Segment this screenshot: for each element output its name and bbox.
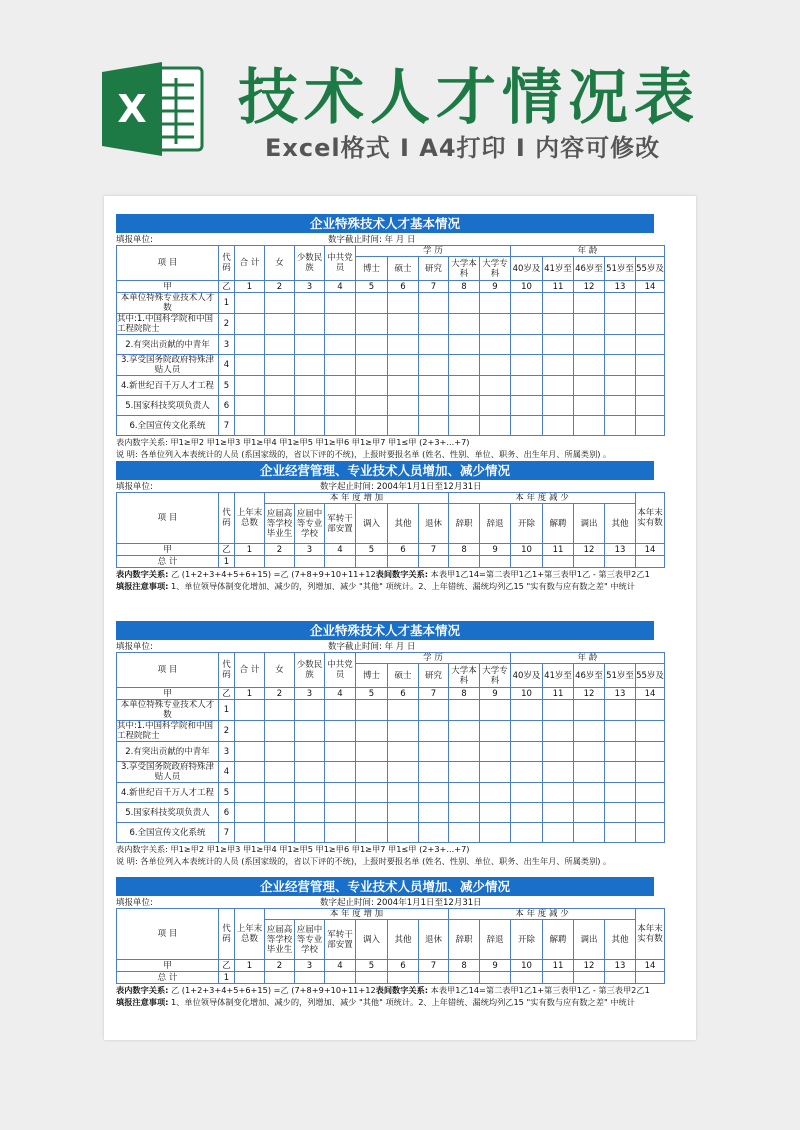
excel-logo-icon: [102, 60, 207, 158]
table-row: 本单位特殊专业技术人才数 1: [117, 293, 665, 314]
table-row: 5.国家科技奖项负责人 6: [117, 396, 665, 416]
table-row: 4.新世纪百千万人才工程 5: [117, 376, 665, 396]
header-increase: 本 年 度 增 加: [265, 493, 449, 504]
header-minority: 少数民族: [295, 246, 325, 281]
talent-table: [116, 245, 665, 436]
header-bachelor: 大学本科: [449, 257, 480, 281]
code-row: 甲 乙 1 2 3 4 5 6 7 8 9 10 11 12 13 14: [117, 688, 665, 700]
header-age3: 46岁至: [574, 257, 605, 281]
table-row: 2.有突出贡献的中青年 3: [117, 335, 665, 355]
header-prev-total: 上年末总数: [235, 493, 265, 544]
section-talent-basic-1: [116, 214, 664, 460]
note-relations: 表内数字关系: 甲1≥甲2 甲1≥甲3 甲1≥甲4 甲1≥甲5 甲1≥甲6 甲1≥甲7 甲1≤甲 (2+3+...+7): [116, 437, 470, 447]
header-party: 中共党员: [325, 246, 356, 281]
header-age5: 55岁及: [636, 257, 665, 281]
staff-change-table: 项 目 代码 上年末总数 本 年 度 增 加 本 年 度 减 少 本年末实有数 应届高等学校毕业生 应届中等专业学校 军转干部安置 调入 其他 退休 辞职 辞退 开除 解聘 调出 其他 甲 乙 1 2 3 4 5 6 7 8 9 10 11 12 13 14 总 计 1: [116, 492, 665, 568]
header-master: 硕士: [388, 257, 419, 281]
section-title: 企业经营管理、专业技术人员增加、减少情况: [116, 877, 654, 896]
section-title: 企业特殊技术人才基本情况: [116, 621, 654, 640]
header-age1: 40岁及: [511, 257, 543, 281]
date-label: 数字截止时间: 年 月 日: [328, 642, 416, 652]
note-explanation: 说 明: 各单位列入本表统计的人员 (系国家级的，省以下评的不统)，上报时要报名单 (姓名、性别、单位、职务、出生年月、所属类别) 。: [116, 856, 612, 866]
header-code: 代码: [219, 246, 235, 281]
section-staff-change-2: [116, 877, 663, 1008]
header-research: 研究: [419, 257, 449, 281]
table-row: 本单位特殊专业技术人才数 1: [117, 700, 665, 721]
unit-label: 填报单位:: [116, 898, 153, 908]
code-row: 甲 乙 1 2 3 4 5 6 7 8 9 10 11 12 13 14: [117, 960, 665, 972]
staff-change-table: 项 目 代码 上年末总数 本 年 度 增 加 本 年 度 减 少 本年末实有数 应届高等学校毕业生 应届中等专业学校 军转干部安置 调入 其他 退休 辞职 辞退 开除 解聘 调出 其他 甲 乙 1 2 3 4 5 6 7 8 9 10 11 12 13 14 总 计 1: [116, 908, 665, 984]
meta-row: [116, 640, 654, 652]
table-row: 其中:1.中国科学院和中国工程院院士 2: [117, 721, 665, 742]
header-college: 大学专科: [480, 257, 511, 281]
meta-row: [116, 480, 654, 492]
note-instructions: 填报注意事项: 1、单位领导体制变化增加、减少的，列增加、减少 "其他" 项统计。2、上年错统、漏统均列乙15 "实有数与应有数之差" 中统计: [116, 997, 635, 1007]
header-total: 合 计: [235, 246, 265, 281]
unit-label: 填报单位:: [116, 642, 153, 652]
talent-table: 项 目 代码 合 计 女 少数民族 中共党员 学 历 年 龄 博士 硕士 研究 大学本科 大学专科 40岁及 41岁至 46岁至 51岁至 55岁及 甲 乙 1 2 3 4 5 6 7 8 9 10 11 12 13 14 本单位特殊专业技术人才数 1 其中:1.中国科学院和中国工程院院士 2 2.有突出贡献的中青年 3 3.享受国务院政府特殊津贴人员 4 4.新世纪百千万人才工程 5 5.国家科技奖项负责人 6 6.全国宣传文化系统 7: [116, 652, 665, 843]
unit-label: 填报单位:: [116, 482, 153, 492]
page-subtitle: Excel格式 I A4打印 I 内容可修改: [265, 134, 661, 162]
table-row: 2.有突出贡献的中青年 3: [117, 742, 665, 762]
section-staff-change-1: [116, 461, 663, 592]
date-label: 数字截止时间: 年 月 日: [328, 235, 416, 245]
meta-row: [116, 233, 654, 245]
date-label: 数字起止时间: 2004年1月1日至12月31日: [320, 898, 482, 908]
header-age: 年 龄: [511, 246, 665, 257]
note-relations: 表内数字关系: 乙 (1+2+3+4+5+6+15) =乙 (7+8+9+10+11+12表间数字关系: 本表甲1乙14=第二表甲1乙1+第三表甲1乙 - 第三表甲2乙1: [116, 985, 650, 995]
date-label: 数字起止时间: 2004年1月1日至12月31日: [320, 482, 482, 492]
header-item: 项 目: [117, 493, 219, 544]
header-item: 项 目: [117, 246, 219, 281]
header-education: 学 历: [356, 246, 511, 257]
total-row: 总 计 1: [117, 556, 665, 568]
table-row: 3.享受国务院政府特殊津贴人员 4: [117, 355, 665, 376]
header-age2: 41岁至: [543, 257, 574, 281]
table-row: 6.全国宣传文化系统 7: [117, 416, 665, 436]
note-instructions: 填报注意事项: 1、单位领导体制变化增加、减少的，列增加、减少 "其他" 项统计。2、上年错统、漏统均列乙15 "实有数与应有数之差" 中统计: [116, 581, 635, 591]
table-row: 其中:1.中国科学院和中国工程院院士 2: [117, 314, 665, 335]
code-row: 甲 乙 1 2 3 4 5 6 7 8 9 10 11 12 13 14: [117, 281, 665, 293]
header-year-end: 本年末实有数: [636, 493, 665, 544]
table-row: 6.全国宣传文化系统 7: [117, 823, 665, 843]
note-relations: 表内数字关系: 乙 (1+2+3+4+5+6+15) =乙 (7+8+9+10+11+12表间数字关系: 本表甲1乙14=第二表甲1乙1+第三表甲1乙 - 第三表甲2乙1: [116, 569, 650, 579]
table-row: 3.享受国务院政府特殊津贴人员 4: [117, 762, 665, 783]
note-explanation: 说 明: 各单位列入本表统计的人员 (系国家级的，省以下评的不统)，上报时要报名单 (姓名、性别、单位、职务、出生年月、所属类别) 。: [116, 449, 612, 459]
unit-label: 填报单位:: [116, 235, 153, 245]
header-decrease: 本 年 度 减 少: [449, 493, 636, 504]
header: [0, 0, 800, 195]
header-doctor: 博士: [356, 257, 388, 281]
code-row: 甲 乙 1 2 3 4 5 6 7 8 9 10 11 12 13 14: [117, 544, 665, 556]
table-row: 4.新世纪百千万人才工程 5: [117, 783, 665, 803]
table-row: 5.国家科技奖项负责人 6: [117, 803, 665, 823]
header-code: 代码: [219, 493, 235, 544]
note-relations: 表内数字关系: 甲1≥甲2 甲1≥甲3 甲1≥甲4 甲1≥甲5 甲1≥甲6 甲1≥甲7 甲1≤甲 (2+3+...+7): [116, 844, 470, 854]
section-title: 企业经营管理、专业技术人员增加、减少情况: [116, 461, 654, 480]
svg-text:X: X: [117, 87, 147, 131]
header-age4: 51岁至: [605, 257, 636, 281]
page-title: 技术人才情况表: [238, 63, 700, 133]
meta-row: [116, 896, 654, 908]
section-talent-basic-2: [116, 621, 664, 867]
total-row: 总 计 1: [117, 972, 665, 984]
section-title: 企业特殊技术人才基本情况: [116, 214, 654, 233]
header-female: 女: [265, 246, 295, 281]
